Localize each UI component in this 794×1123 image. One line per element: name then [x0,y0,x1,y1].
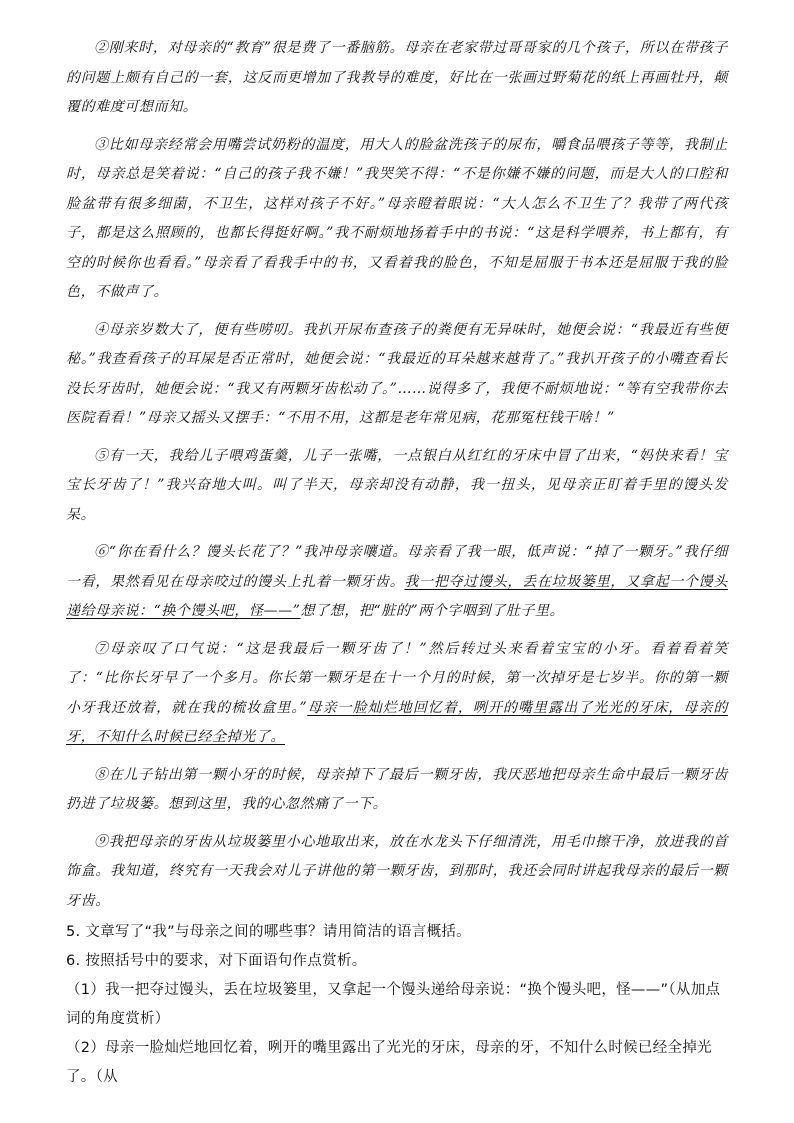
paragraph-9: ⑨我把母亲的牙齿从垃圾篓里小心地取出来，放在水龙头下仔细清洗，用毛巾擦干净，放进我的首饰盒。我知道，终究有一天我会对儿子讲他的第一颗牙齿，到那时，我还会同时讲起我母亲的最后一颗牙齿。 [66,833,728,909]
paragraph-6-underlined: 我一把夺过馒头，丢在垃圾篓里，又拿起一个馒头递给母亲说：“换个馒头吧，怪——” [66,573,728,619]
paragraph-6-text-b: 想了想，把“脏的”两个字咽到了肚子里。 [300,603,565,619]
paragraph-3: ③比如母亲经常会用嘴尝试奶粉的温度，用大人的脸盆洗孩子的尿布，嚼食品喂孩子等等，我制止时，母亲总是笑着说：“自己的孩子我不嫌！”我哭笑不得：“不是你嫌不嫌的问题，而是大人的口腔和脸盆带有很多细菌，不卫生，这样对孩子不好。”母亲瞪着眼说：“大人怎么不卫生了？我带了两代孩子，都是这么照顾的，也都长得挺好啊。”我不耐烦地扬着手中的书说：“这是科学喂养，书上都有，有空的时候你也看看。”母亲看了看我手中的书，又看着我的脸色，不知是屈服于书本还是屈服于我的脸色，不做声了。 [66,136,728,300]
paragraph-6 [66,538,728,627]
paragraph-6-text-a: ⑥“你在看什么？馒头长花了？”我冲母亲嚷道。母亲看了我一眼，低声说：“掉了一颗牙。”我仔细一看，果然看见在母亲咬过的馒头上扎着一颗牙齿。 [66,544,728,590]
paragraph-7 [66,635,728,753]
paragraph-2: ②刚来时，对母亲的“教育”很是费了一番脑筋。母亲在老家带过哥哥家的几个孩子，所以在带孩子的问题上颇有自己的一套，这反而更增加了我教导的难度，好比在一张画过野菊花的纸上再画牡丹，颠覆的难度可想而知。 [66,40,728,115]
reading-passage [66,34,728,916]
question-6: 6. 按照括号中的要求，对下面语句作点赏析。 [66,953,367,969]
paragraph-7-text-a: ⑦母亲叹了口气说：“这是我最后一颗牙齿了！”然后转过头来看着宝宝的小牙。看着看着笑了：“比你长牙早了一个多月。你长第一颗牙是在十一个月的时候，第一次掉牙是七岁半。你的第一颗小牙我还放着，就在我的梳妆盒里。” [66,640,728,716]
paragraph-8: ⑧在儿子钻出第一颗小牙的时候，母亲掉下了最后一颗牙齿，我厌恶地把母亲生命中最后一颗牙齿扔进了垃圾篓。想到这里，我的心忽然痛了一下。 [66,766,728,812]
paragraph-5: ⑤有一天，我给儿子喂鸡蛋羹，儿子一张嘴，一点银白从红红的牙床中冒了出来，“妈快来看！宝宝长牙齿了！”我兴奋地大叫。叫了半天，母亲却没有动静，我一扭头，见母亲正盯着手里的馒头发呆。 [66,447,728,523]
paragraph-7-underlined: 母亲一脸灿烂地回忆着，咧开的嘴里露出了光光的牙床，母亲的牙，不知什么时候已经全掉光了。 [66,699,728,745]
question-section [66,918,728,1092]
question-6-part-1: （1）我一把夺过馒头，丢在垃圾篓里，又拿起一个馒头递给母亲说：“换个馒头吧，怪——”（从加点词的角度赏析） [66,982,721,1027]
question-6-part-2: （2）母亲一脸灿烂地回忆着，咧开的嘴里露出了光光的牙床，母亲的牙，不知什么时候已经全掉光了。（从 [66,1040,712,1085]
paragraph-4: ④母亲岁数大了，便有些唠叨。我扒开尿布查孩子的粪便有无异味时，她便会说：“我最近有些便秘。”我查看孩子的耳屎是否正常时，她便会说：“我最近的耳朵越来越背了。”我扒开孩子的小嘴查看长没长牙齿时，她便会说：“我又有两颗牙齿松动了。”……说得多了，我便不耐烦地说：“等有空我带你去医院看看！”母亲又摇头又摆手：“不用不用，这都是老年常见病，花那冤枉钱干啥！” [66,321,728,426]
question-5: 5. 文章写了“我”与母亲之间的哪些事？请用简洁的语言概括。 [66,924,471,940]
